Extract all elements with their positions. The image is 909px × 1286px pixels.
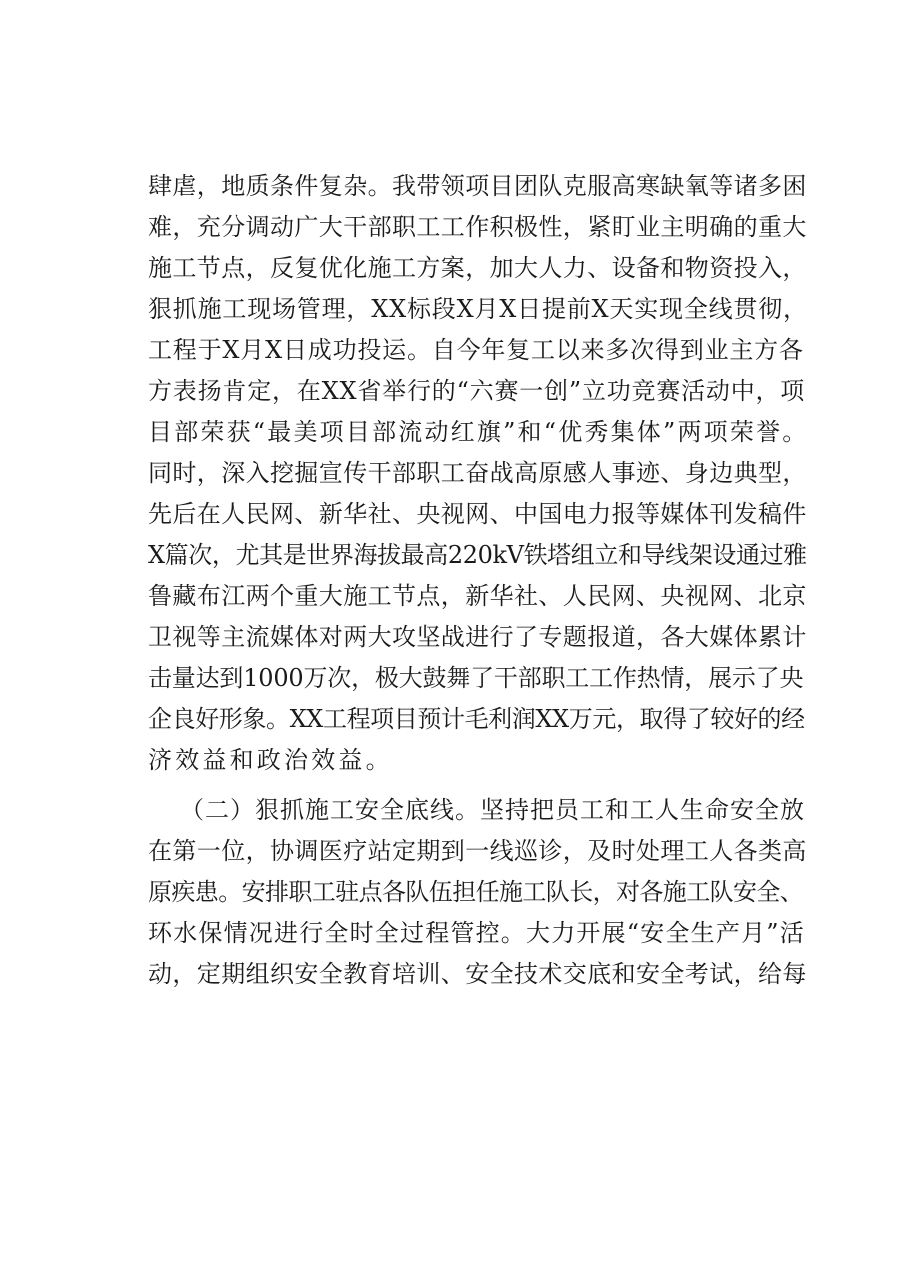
document-body (148, 166, 808, 995)
paragraph-line: 难，充分调动广大干部职工工作积极性，紧盯业主明确的重大 (148, 213, 807, 241)
paragraph-line: 企良好形象。XX工程项目预计毛利润XX万元，取得了较好的经 (148, 705, 805, 733)
paragraph-line: （二）狠抓施工安全底线。坚持把员工和工人生命安全放 (180, 796, 805, 824)
paragraph-line: 工程于X月X日成功投运。自今年复工以来多次得到业主方各 (148, 336, 804, 364)
paragraph-line: 环水保情况进行全时全过程管控。大力开展“安全生产月”活 (148, 919, 805, 947)
paragraph-2 (148, 790, 808, 995)
paragraph-line: 在第一位，协调医疗站定期到一线巡诊，及时处理工人各类高 (148, 837, 807, 865)
paragraph-line: 原疾患。安排职工驻点各队伍担任施工队长，对各施工队安全、 (148, 878, 804, 906)
paragraph-line: 鲁藏布江两个重大施工节点，新华社、人民网、央视网、北京 (148, 582, 807, 610)
paragraph-1 (148, 166, 808, 781)
paragraph-gap (148, 781, 808, 790)
paragraph-line: 肆虐，地质条件复杂。我带领项目团队克服高寒缺氧等诸多困 (148, 172, 807, 200)
paragraph-line: X篇次，尤其是世界海拔最高220kV铁塔组立和导线架设通过雅 (148, 541, 807, 569)
paragraph-line: 击量达到1000万次，极大鼓舞了干部职工工作热情，展示了央 (148, 664, 804, 692)
paragraph-line: 动，定期组织安全教育培训、安全技术交底和安全考试，给每 (148, 960, 807, 988)
paragraph-line: 先后在人民网、新华社、央视网、中国电力报等媒体刊发稿件 (148, 500, 807, 528)
paragraph-line: 目部荣获“最美项目部流动红旗”和“优秀集体”两项荣誉。 (148, 418, 809, 446)
paragraph-line: 狠抓施工现场管理，XX标段X月X日提前X天实现全线贯彻， (148, 295, 808, 323)
paragraph-line: 施工节点，反复优化施工方案，加大人力、设备和物资投入， (148, 254, 807, 282)
paragraph-line: 方表扬肯定，在XX省举行的“六赛一创”立功竞赛活动中，项 (148, 377, 806, 405)
paragraph-line: 同时，深入挖掘宣传干部职工奋战高原感人事迹、身边典型， (148, 459, 807, 487)
paragraph-line: 济效益和政治效益。 (148, 746, 393, 774)
paragraph-line: 卫视等主流媒体对两大攻坚战进行了专题报道，各大媒体累计 (148, 623, 807, 651)
